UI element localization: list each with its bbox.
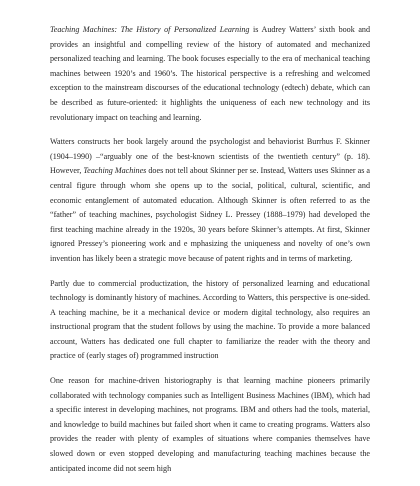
paragraph-4-text: One reason for machine-driven historiography is that learning machine pioneers primarily collaborated with technology companies such as Intelligent Business Machines (IBM), which had a specific interest in developing machines, not programs. IBM and others had the tools, material, and knowledge to build machines but failed short when it came to creating programs. Watters also provides the reader with plenty of examples of situations where companies themselves have slowed down or even stopped developing and manufacturing teaching machines because the anticipated income did not seem high (50, 376, 370, 473)
paragraph-3-text: Partly due to commercial productization, the history of personalized learning and educational technology is dominantly history of machines. According to Watters, this perspective is one-sided. A teaching machine, be it a mechanical device or modern digital technology, also requires an instructional program that the student follows by using the machine. To provide a more balanced account, Watters has dedicated one full chapter to familiarize the reader with the theory and practice of (early stages of) programmed instruction (50, 278, 370, 361)
paragraph-1-text: is Audrey Watters’ sixth book and provides an insightful and compelling review of the history of automated and mechanized personalized teaching and learning. The book focuses especially to the era of mechanical teaching machines between 1920’s and 1960’s. The historical perspective is a refreshing and welcomed exception to the mainstream discourses of the educational technology (edtech) debate, which can be described as future-oriented: it highlights the uniqueness of each new technology and its revolutionary impact on teaching and learning. (50, 25, 371, 122)
body-text (50, 23, 370, 486)
paragraph-4 (50, 374, 370, 476)
paragraph-2 (50, 135, 370, 266)
paragraph-3 (50, 277, 370, 365)
paragraph-2-text-before: Watters constructs her book largely around the psychologist and behaviorist Burrhus F. Skinner (1904–1990) –“arguably one of the best-known scientists of the twentieth century” (p. 18). However, (50, 137, 370, 176)
paragraph-2-italic-title: Teaching Machines (83, 166, 147, 176)
paragraph-2-text-after: does not tell about Skinner per se. Instead, Watters uses Skinner as a central figure through whom she opens up to the social, political, cultural, scientific, and economic entanglement of automated education. Although Skinner is often referred to as the “father” of teaching machines, psychologist Sidney L. Pressey (1888–1979) had developed the first teaching machine already in the 1920s, 30 years before Skinner’s attempts. At first, Skinner ignored Pressey’s pioneering work and e mphasizing the uniqueness and novelty of one’s own invention has likely been a strategic move because of patent rights and in terms of marketing. (50, 166, 370, 263)
book-title: Teaching Machines: The History of Personalized Learning (50, 25, 250, 34)
paragraph-1 (50, 23, 370, 125)
